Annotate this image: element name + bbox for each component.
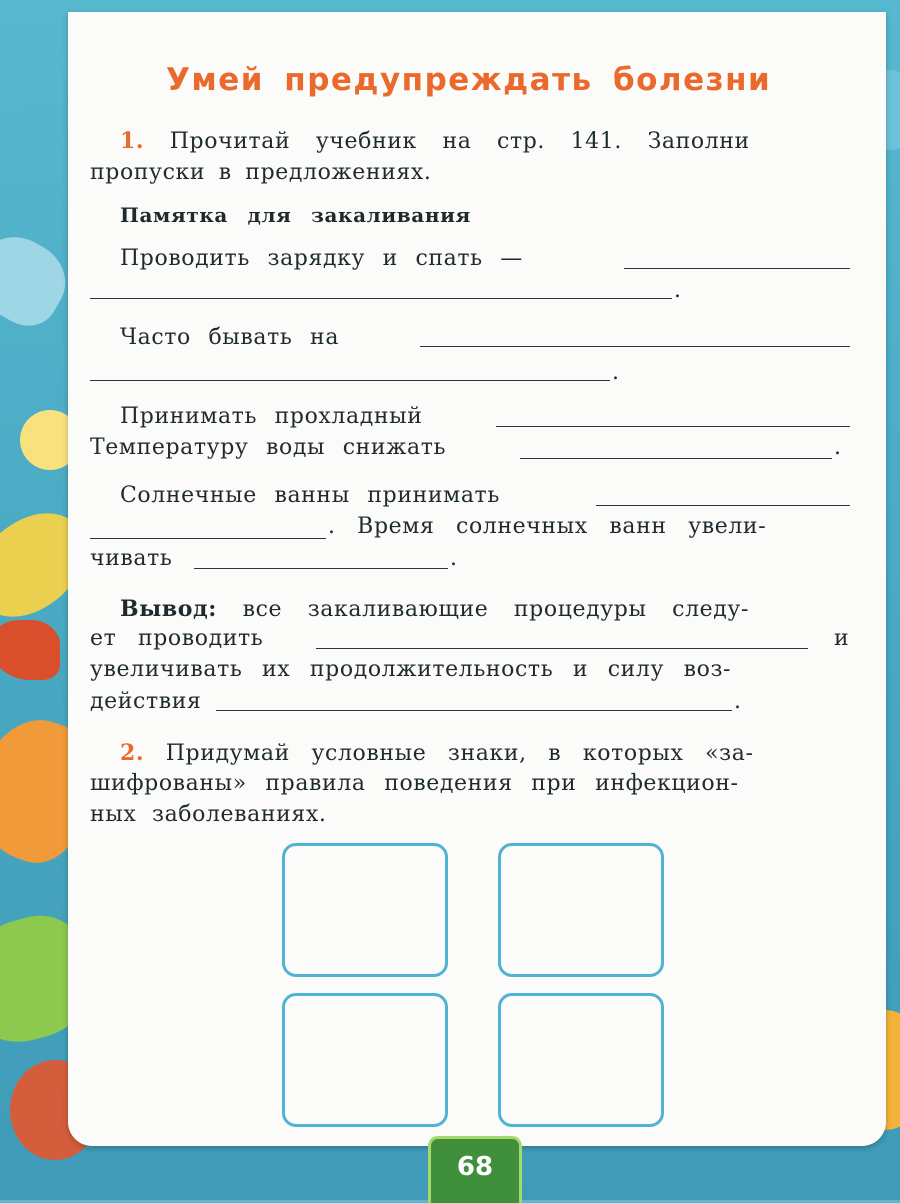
conclusion-text-3: увеличивать их продолжительность и силу воз- <box>90 657 732 682</box>
task2-number: 2. <box>120 740 145 766</box>
conclusion-and: и <box>834 626 850 651</box>
symbol-drawing-box[interactable] <box>282 993 448 1127</box>
symbol-drawing-box[interactable] <box>498 993 664 1127</box>
task1-text-line2: пропуски в предложениях. <box>90 160 432 185</box>
symbol-drawing-box[interactable] <box>282 843 448 977</box>
decorative-leaf <box>0 620 60 680</box>
answer-blank[interactable] <box>194 568 448 569</box>
answer-blank[interactable] <box>90 538 326 539</box>
answer-blank[interactable] <box>420 346 850 347</box>
memo-sentence-3: Принимать прохладный <box>120 404 423 429</box>
period-mark: . <box>834 435 842 460</box>
memo-sentence-6: . Время солнечных ванн увели- <box>328 514 767 539</box>
memo-sentence-5: Солнечные ванны принимать <box>120 483 500 508</box>
answer-blank[interactable] <box>90 380 610 381</box>
answer-blank[interactable] <box>90 298 672 299</box>
task1-instruction-line1 <box>120 128 750 154</box>
conclusion-line1 <box>120 596 749 622</box>
period-mark: . <box>674 278 682 303</box>
task1-number: 1. <box>120 128 145 154</box>
period-mark: . <box>450 546 458 571</box>
task2-text-line1: Придумай условные знаки, в которых «за- <box>165 741 754 766</box>
answer-blank[interactable] <box>596 505 850 506</box>
memo-heading: Памятка для закаливания <box>120 203 471 227</box>
answer-blank[interactable] <box>216 710 732 711</box>
conclusion-text-4: действия <box>90 689 202 714</box>
page-number: 68 <box>456 1152 494 1182</box>
answer-blank[interactable] <box>624 268 850 269</box>
answer-blank[interactable] <box>520 458 832 459</box>
memo-sentence-6-end: чивать <box>90 546 173 571</box>
memo-sentence-2: Часто бывать на <box>120 325 340 350</box>
memo-sentence-1 <box>120 246 523 271</box>
task1-text-line1: Прочитай учебник на стр. 141. Заполни <box>169 129 750 154</box>
period-mark: . <box>612 360 620 385</box>
conclusion-text-2: ет проводить <box>90 626 264 651</box>
period-mark: . <box>734 689 742 714</box>
answer-blank[interactable] <box>496 426 850 427</box>
memo-sentence-4: Температуру воды снижать <box>90 435 447 460</box>
page-title: Умей предупреждать болезни <box>166 62 772 98</box>
conclusion-label: Вывод: <box>120 596 217 622</box>
memo-sentence-1-text: Проводить зарядку и спать — <box>120 246 523 271</box>
task2-text-line3: ных заболеваниях. <box>90 802 327 827</box>
symbol-drawing-box[interactable] <box>498 843 664 977</box>
task2-text-line2: шифрованы» правила поведения при инфекцион- <box>90 771 739 796</box>
conclusion-text-1: все закаливающие процедуры следу- <box>242 597 749 622</box>
answer-blank[interactable] <box>316 648 808 649</box>
task2-instruction-line1 <box>120 740 754 766</box>
